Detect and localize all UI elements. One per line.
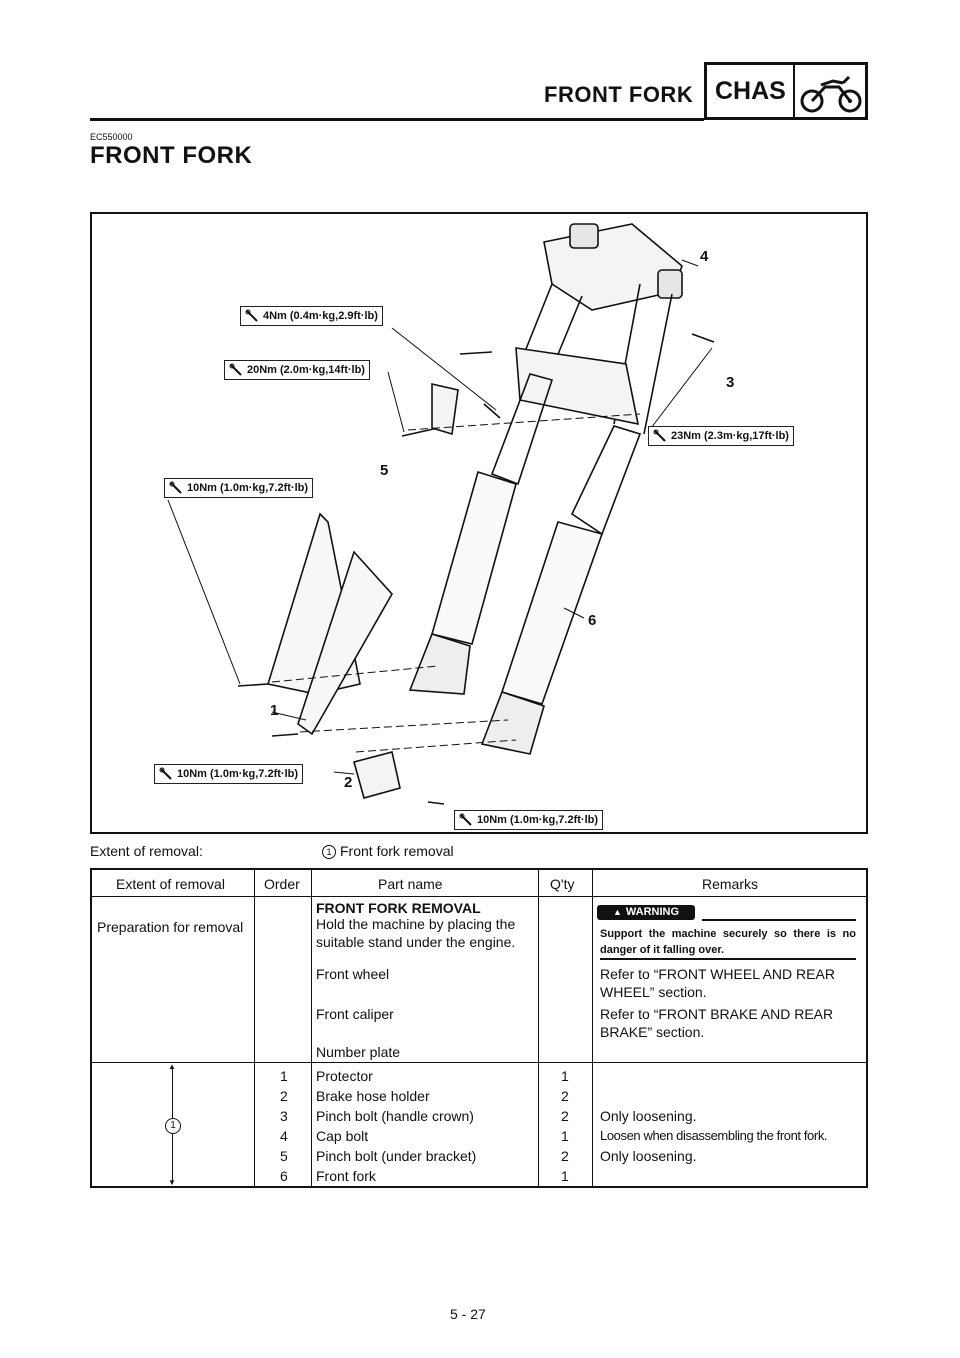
- table-header-rule: [90, 896, 868, 897]
- col-divider: [592, 868, 593, 1188]
- prep-item-name: Number plate: [316, 1044, 401, 1060]
- torque-value: 23Nm (2.3m·kg,17ft·lb): [671, 430, 789, 442]
- row-qty: 1: [561, 1068, 569, 1084]
- row-part-name: Pinch bolt (under bracket): [316, 1148, 477, 1164]
- torque-value: 4Nm (0.4m·kg,2.9ft·lb): [263, 310, 378, 322]
- row-part-name: Cap bolt: [316, 1128, 369, 1144]
- torque-label-20nm: [224, 360, 370, 380]
- col-header-qty: Q'ty: [550, 876, 575, 892]
- torque-wrench-icon: [229, 363, 243, 377]
- extent-value: [322, 843, 454, 859]
- row-part-name: Front fork: [316, 1168, 376, 1184]
- prep-item-remark: BRAKE” section.: [600, 1024, 705, 1040]
- callout-4: 4: [700, 248, 709, 265]
- callout-1: 1: [270, 702, 279, 719]
- bracket-arrow-down: ▼: [168, 1178, 176, 1187]
- warning-rule-bottom: [600, 958, 856, 960]
- page-number: 5 - 27: [450, 1306, 486, 1322]
- row-part-name: Pinch bolt (handle crown): [316, 1108, 474, 1124]
- col-divider: [538, 868, 539, 1188]
- row-order: 3: [280, 1108, 288, 1124]
- circled-number: 1: [322, 845, 336, 859]
- torque-wrench-icon: [245, 309, 259, 323]
- torque-wrench-icon: [159, 767, 173, 781]
- extent-label: Extent of removal:: [90, 843, 203, 859]
- torque-label-4nm: [240, 306, 383, 326]
- col-header-order: Order: [264, 876, 300, 892]
- prep-text-2: suitable stand under the engine.: [316, 934, 516, 950]
- callout-6: 6: [588, 612, 597, 629]
- row-remarks: Loosen when disassembling the front fork.: [600, 1128, 828, 1143]
- torque-value: 10Nm (1.0m·kg,7.2ft·lb): [177, 768, 299, 780]
- callout-5: 5: [380, 462, 389, 479]
- front-fork-exploded-diagram: [90, 212, 868, 834]
- row-qty: 2: [561, 1108, 569, 1124]
- col-header-extent: Extent of removal: [116, 876, 225, 892]
- col-header-part-name: Part name: [378, 876, 443, 892]
- prep-item-name: Front caliper: [316, 1006, 394, 1022]
- col-divider: [254, 868, 255, 1188]
- torque-wrench-icon: [653, 429, 667, 443]
- motorcycle-icon: [799, 71, 863, 115]
- row-qty: 2: [561, 1148, 569, 1164]
- chapter-badge: [704, 62, 868, 120]
- row-remarks: Only loosening.: [600, 1108, 697, 1124]
- header-rule: [90, 118, 704, 121]
- torque-label-10nm-a: [164, 478, 313, 498]
- prep-item-remark: Refer to “FRONT WHEEL AND REAR: [600, 966, 835, 982]
- row-qty: 1: [561, 1128, 569, 1144]
- warning-text: Support the machine securely so there is no danger of it falling over.: [600, 928, 856, 956]
- torque-value: 10Nm (1.0m·kg,7.2ft·lb): [477, 814, 599, 826]
- prep-item-remark: WHEEL” section.: [600, 984, 707, 1000]
- section-code: EC550000: [90, 132, 133, 142]
- callout-2: 2: [344, 774, 353, 791]
- badge-divider: [793, 65, 795, 117]
- row-order: 6: [280, 1168, 288, 1184]
- warning-rule-top: [702, 919, 856, 921]
- extent-value-text: Front fork removal: [340, 843, 454, 859]
- prep-heading: FRONT FORK REMOVAL: [316, 900, 481, 916]
- prep-text-1: Hold the machine by placing the: [316, 916, 516, 932]
- torque-value: 20Nm (2.0m·kg,14ft·lb): [247, 364, 365, 376]
- prep-item-name: Front wheel: [316, 966, 390, 982]
- torque-label-10nm-b: [154, 764, 303, 784]
- warning-label: WARNING: [625, 906, 680, 918]
- torque-wrench-icon: [169, 481, 183, 495]
- row-qty: 2: [561, 1088, 569, 1104]
- warning-icon: ▲: [612, 907, 622, 917]
- group-circled-number: 1: [165, 1118, 181, 1134]
- torque-wrench-icon: [459, 813, 473, 827]
- row-part-name: Brake hose holder: [316, 1088, 430, 1104]
- row-order: 5: [280, 1148, 288, 1164]
- row-qty: 1: [561, 1168, 569, 1184]
- col-header-remarks: Remarks: [702, 876, 759, 892]
- callout-3: 3: [726, 374, 735, 391]
- chapter-badge-label: CHAS: [715, 77, 786, 105]
- prep-item-remark: Refer to “FRONT BRAKE AND REAR: [600, 1006, 834, 1022]
- torque-value: 10Nm (1.0m·kg,7.2ft·lb): [187, 482, 309, 494]
- row-order: 2: [280, 1088, 288, 1104]
- torque-label-23nm: [648, 426, 794, 446]
- warning-badge: [597, 905, 695, 920]
- row-part-name: Protector: [316, 1068, 373, 1084]
- row-remarks: Only loosening.: [600, 1148, 697, 1164]
- torque-label-10nm-c: [454, 810, 603, 830]
- section-title: FRONT FORK: [90, 142, 253, 169]
- row-order: 1: [280, 1068, 288, 1084]
- page-header-title: FRONT FORK: [544, 82, 694, 107]
- row-order: 4: [280, 1128, 288, 1144]
- col-divider: [311, 868, 312, 1188]
- prep-extent: Preparation for removal: [97, 919, 244, 935]
- table-group-rule: [90, 1062, 868, 1063]
- fork-illustration: [92, 214, 870, 836]
- bracket-arrow-up: ▲: [168, 1062, 176, 1071]
